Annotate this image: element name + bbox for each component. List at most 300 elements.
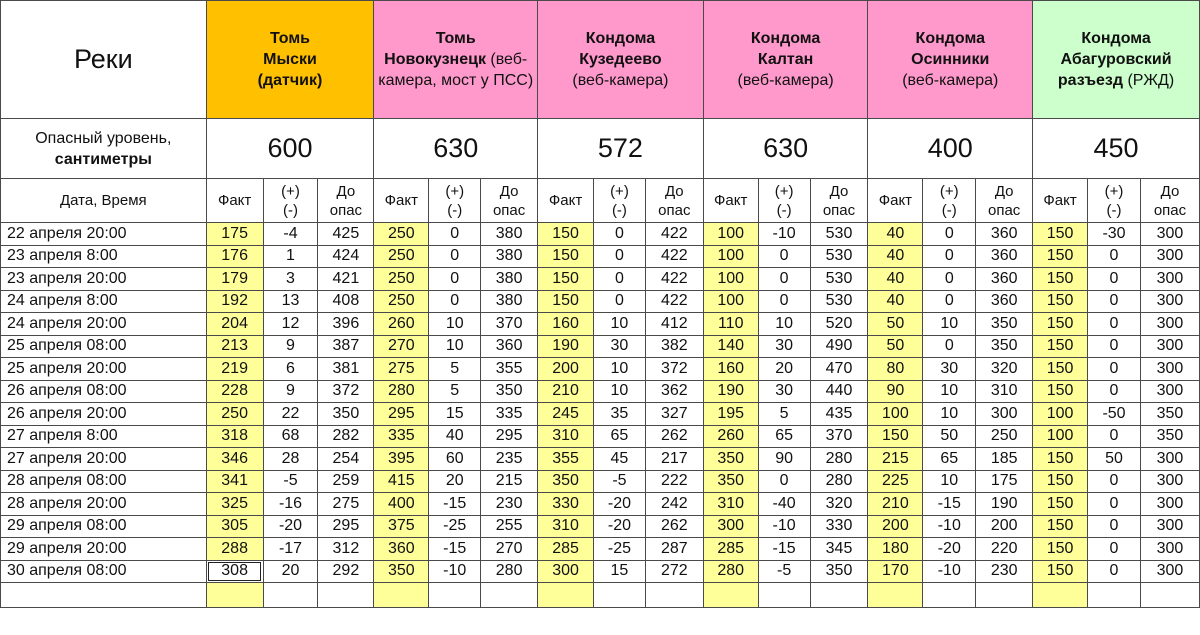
to-danger-cell[interactable]: 200 <box>976 515 1033 538</box>
change-cell[interactable]: -10 <box>758 223 810 246</box>
change-cell[interactable]: 50 <box>1088 448 1141 471</box>
change-cell[interactable]: 0 <box>1088 470 1141 493</box>
to-danger-cell[interactable]: 435 <box>810 403 868 426</box>
fact-cell[interactable]: 300 <box>703 515 758 538</box>
fact-cell[interactable]: 260 <box>374 313 429 336</box>
to-danger-cell[interactable]: 280 <box>810 470 868 493</box>
to-danger-cell[interactable]: 350 <box>976 313 1033 336</box>
change-cell[interactable]: 10 <box>923 403 976 426</box>
fact-cell[interactable]: 195 <box>703 403 758 426</box>
change-cell[interactable]: -15 <box>429 493 481 516</box>
fact-cell[interactable]: 250 <box>374 223 429 246</box>
change-cell[interactable]: 0 <box>758 245 810 268</box>
to-danger-cell[interactable]: 380 <box>481 245 538 268</box>
to-danger-cell[interactable] <box>1140 583 1199 608</box>
change-cell[interactable]: 9 <box>263 335 318 358</box>
fact-cell[interactable]: 110 <box>703 313 758 336</box>
date-cell[interactable]: 25 апреля 08:00 <box>1 335 207 358</box>
fact-cell[interactable]: 200 <box>538 358 594 381</box>
change-cell[interactable]: -15 <box>923 493 976 516</box>
change-cell[interactable]: 28 <box>263 448 318 471</box>
to-danger-cell[interactable]: 421 <box>318 268 374 291</box>
fact-cell[interactable] <box>206 583 263 608</box>
date-cell[interactable]: 22 апреля 20:00 <box>1 223 207 246</box>
fact-cell[interactable]: 150 <box>1033 290 1088 313</box>
fact-cell[interactable]: 318 <box>206 425 263 448</box>
fact-cell[interactable]: 341 <box>206 470 263 493</box>
fact-cell[interactable]: 415 <box>374 470 429 493</box>
change-cell[interactable]: 0 <box>1088 245 1141 268</box>
to-danger-cell[interactable]: 350 <box>318 403 374 426</box>
change-cell[interactable]: 68 <box>263 425 318 448</box>
fact-cell[interactable]: 100 <box>703 268 758 291</box>
to-danger-cell[interactable]: 300 <box>1140 470 1199 493</box>
change-cell[interactable]: 0 <box>923 268 976 291</box>
to-danger-cell[interactable]: 270 <box>481 538 538 561</box>
to-danger-cell[interactable]: 282 <box>318 425 374 448</box>
change-cell[interactable]: 0 <box>1088 290 1141 313</box>
to-danger-cell[interactable]: 220 <box>976 538 1033 561</box>
to-danger-cell[interactable]: 530 <box>810 245 868 268</box>
to-danger-cell[interactable]: 300 <box>1140 380 1199 403</box>
to-danger-cell[interactable]: 530 <box>810 268 868 291</box>
fact-cell[interactable]: 150 <box>1033 560 1088 583</box>
change-cell[interactable]: 10 <box>758 313 810 336</box>
change-cell[interactable]: 0 <box>1088 380 1141 403</box>
fact-cell[interactable]: 175 <box>206 223 263 246</box>
change-cell[interactable]: 0 <box>923 335 976 358</box>
to-danger-cell[interactable]: 185 <box>976 448 1033 471</box>
change-cell[interactable]: -20 <box>263 515 318 538</box>
change-cell[interactable] <box>429 583 481 608</box>
change-cell[interactable]: 30 <box>758 335 810 358</box>
change-cell[interactable]: 12 <box>263 313 318 336</box>
fact-cell[interactable]: 395 <box>374 448 429 471</box>
change-cell[interactable]: 30 <box>758 380 810 403</box>
change-cell[interactable]: 0 <box>1088 358 1141 381</box>
fact-cell[interactable] <box>538 583 594 608</box>
fact-cell[interactable]: 40 <box>868 268 923 291</box>
change-cell[interactable]: 10 <box>594 380 646 403</box>
change-cell[interactable]: -40 <box>758 493 810 516</box>
to-danger-cell[interactable]: 380 <box>481 223 538 246</box>
change-cell[interactable]: -16 <box>263 493 318 516</box>
to-danger-cell[interactable]: 422 <box>645 290 703 313</box>
fact-cell[interactable]: 50 <box>868 313 923 336</box>
change-cell[interactable]: 0 <box>1088 493 1141 516</box>
date-cell[interactable] <box>1 583 207 608</box>
fact-cell[interactable]: 160 <box>703 358 758 381</box>
fact-cell[interactable]: 295 <box>374 403 429 426</box>
change-cell[interactable]: 20 <box>263 560 318 583</box>
to-danger-cell[interactable]: 295 <box>318 515 374 538</box>
to-danger-cell[interactable]: 272 <box>645 560 703 583</box>
to-danger-cell[interactable]: 470 <box>810 358 868 381</box>
to-danger-cell[interactable]: 300 <box>1140 268 1199 291</box>
fact-cell[interactable]: 150 <box>538 290 594 313</box>
to-danger-cell[interactable]: 217 <box>645 448 703 471</box>
to-danger-cell[interactable]: 300 <box>1140 313 1199 336</box>
change-cell[interactable]: -5 <box>594 470 646 493</box>
to-danger-cell[interactable]: 230 <box>976 560 1033 583</box>
to-danger-cell[interactable]: 350 <box>976 335 1033 358</box>
change-cell[interactable]: 10 <box>923 380 976 403</box>
fact-cell[interactable]: 150 <box>1033 223 1088 246</box>
fact-cell[interactable]: 150 <box>1033 335 1088 358</box>
to-danger-cell[interactable]: 300 <box>1140 245 1199 268</box>
fact-cell[interactable]: 80 <box>868 358 923 381</box>
fact-cell[interactable] <box>374 583 429 608</box>
to-danger-cell[interactable]: 360 <box>976 268 1033 291</box>
fact-cell[interactable]: 288 <box>206 538 263 561</box>
to-danger-cell[interactable] <box>810 583 868 608</box>
fact-cell[interactable]: 150 <box>1033 493 1088 516</box>
fact-cell[interactable]: 190 <box>538 335 594 358</box>
change-cell[interactable]: 0 <box>923 245 976 268</box>
fact-cell[interactable]: 100 <box>703 290 758 313</box>
to-danger-cell[interactable]: 360 <box>976 290 1033 313</box>
fact-cell[interactable]: 310 <box>703 493 758 516</box>
to-danger-cell[interactable]: 312 <box>318 538 374 561</box>
change-cell[interactable]: 0 <box>1088 538 1141 561</box>
fact-cell[interactable]: 210 <box>868 493 923 516</box>
fact-cell[interactable]: 250 <box>374 290 429 313</box>
fact-cell[interactable]: 176 <box>206 245 263 268</box>
fact-cell[interactable]: 179 <box>206 268 263 291</box>
date-cell[interactable]: 28 апреля 08:00 <box>1 470 207 493</box>
fact-cell[interactable]: 150 <box>1033 245 1088 268</box>
to-danger-cell[interactable]: 530 <box>810 290 868 313</box>
to-danger-cell[interactable]: 330 <box>810 515 868 538</box>
fact-cell[interactable]: 285 <box>538 538 594 561</box>
to-danger-cell[interactable]: 396 <box>318 313 374 336</box>
fact-cell[interactable]: 325 <box>206 493 263 516</box>
fact-cell[interactable]: 219 <box>206 358 263 381</box>
change-cell[interactable]: 9 <box>263 380 318 403</box>
fact-cell[interactable]: 300 <box>538 560 594 583</box>
change-cell[interactable]: 10 <box>923 470 976 493</box>
change-cell[interactable]: 65 <box>594 425 646 448</box>
fact-cell[interactable]: 150 <box>1033 448 1088 471</box>
to-danger-cell[interactable]: 408 <box>318 290 374 313</box>
fact-cell[interactable]: 210 <box>538 380 594 403</box>
change-cell[interactable]: 0 <box>429 290 481 313</box>
change-cell[interactable] <box>1088 583 1141 608</box>
fact-cell[interactable]: 270 <box>374 335 429 358</box>
fact-cell[interactable]: 350 <box>703 470 758 493</box>
change-cell[interactable]: 5 <box>758 403 810 426</box>
change-cell[interactable]: 0 <box>594 268 646 291</box>
fact-cell[interactable]: 305 <box>206 515 263 538</box>
to-danger-cell[interactable]: 350 <box>810 560 868 583</box>
to-danger-cell[interactable]: 262 <box>645 425 703 448</box>
to-danger-cell[interactable]: 350 <box>1140 403 1199 426</box>
change-cell[interactable]: 6 <box>263 358 318 381</box>
change-cell[interactable]: 10 <box>429 335 481 358</box>
fact-cell[interactable]: 40 <box>868 290 923 313</box>
date-cell[interactable]: 27 апреля 20:00 <box>1 448 207 471</box>
change-cell[interactable]: 3 <box>263 268 318 291</box>
to-danger-cell[interactable]: 300 <box>1140 223 1199 246</box>
to-danger-cell[interactable]: 380 <box>481 290 538 313</box>
to-danger-cell[interactable]: 287 <box>645 538 703 561</box>
to-danger-cell[interactable]: 300 <box>1140 290 1199 313</box>
change-cell[interactable]: -50 <box>1088 403 1141 426</box>
fact-cell[interactable]: 375 <box>374 515 429 538</box>
change-cell[interactable]: -20 <box>594 493 646 516</box>
to-danger-cell[interactable]: 440 <box>810 380 868 403</box>
change-cell[interactable]: 0 <box>758 470 810 493</box>
change-cell[interactable]: 0 <box>429 268 481 291</box>
change-cell[interactable]: -15 <box>429 538 481 561</box>
change-cell[interactable]: 10 <box>923 313 976 336</box>
fact-cell[interactable] <box>1033 583 1088 608</box>
change-cell[interactable]: -15 <box>758 538 810 561</box>
fact-cell[interactable]: 400 <box>374 493 429 516</box>
change-cell[interactable]: -10 <box>758 515 810 538</box>
change-cell[interactable]: 10 <box>594 358 646 381</box>
to-danger-cell[interactable]: 335 <box>481 403 538 426</box>
date-cell[interactable]: 24 апреля 8:00 <box>1 290 207 313</box>
to-danger-cell[interactable]: 422 <box>645 245 703 268</box>
fact-cell[interactable]: 150 <box>538 268 594 291</box>
change-cell[interactable]: 0 <box>594 245 646 268</box>
to-danger-cell[interactable]: 262 <box>645 515 703 538</box>
fact-cell[interactable]: 213 <box>206 335 263 358</box>
change-cell[interactable] <box>594 583 646 608</box>
fact-cell[interactable]: 215 <box>868 448 923 471</box>
to-danger-cell[interactable]: 360 <box>481 335 538 358</box>
to-danger-cell[interactable]: 362 <box>645 380 703 403</box>
fact-cell[interactable]: 280 <box>374 380 429 403</box>
to-danger-cell[interactable]: 372 <box>318 380 374 403</box>
fact-cell[interactable]: 50 <box>868 335 923 358</box>
fact-cell[interactable] <box>703 583 758 608</box>
fact-cell[interactable]: 150 <box>1033 380 1088 403</box>
change-cell[interactable]: -10 <box>923 560 976 583</box>
change-cell[interactable]: -4 <box>263 223 318 246</box>
fact-cell[interactable]: 245 <box>538 403 594 426</box>
fact-cell[interactable]: 346 <box>206 448 263 471</box>
to-danger-cell[interactable]: 175 <box>976 470 1033 493</box>
to-danger-cell[interactable]: 300 <box>1140 358 1199 381</box>
date-cell[interactable]: 29 апреля 08:00 <box>1 515 207 538</box>
fact-cell[interactable]: 350 <box>374 560 429 583</box>
fact-cell[interactable]: 275 <box>374 358 429 381</box>
change-cell[interactable]: 50 <box>923 425 976 448</box>
to-danger-cell[interactable]: 360 <box>976 223 1033 246</box>
change-cell[interactable]: 10 <box>429 313 481 336</box>
to-danger-cell[interactable]: 300 <box>1140 560 1199 583</box>
change-cell[interactable]: -20 <box>594 515 646 538</box>
to-danger-cell[interactable]: 310 <box>976 380 1033 403</box>
change-cell[interactable]: -30 <box>1088 223 1141 246</box>
change-cell[interactable]: 0 <box>923 223 976 246</box>
date-cell[interactable]: 28 апреля 20:00 <box>1 493 207 516</box>
fact-cell[interactable]: 285 <box>703 538 758 561</box>
change-cell[interactable]: -17 <box>263 538 318 561</box>
fact-cell[interactable]: 100 <box>1033 425 1088 448</box>
change-cell[interactable]: -10 <box>429 560 481 583</box>
change-cell[interactable]: 90 <box>758 448 810 471</box>
date-cell[interactable]: 30 апреля 08:00 <box>1 560 207 583</box>
to-danger-cell[interactable]: 280 <box>481 560 538 583</box>
change-cell[interactable]: 65 <box>923 448 976 471</box>
to-danger-cell[interactable]: 350 <box>481 380 538 403</box>
change-cell[interactable]: 5 <box>429 358 481 381</box>
change-cell[interactable]: 0 <box>758 268 810 291</box>
to-danger-cell[interactable]: 327 <box>645 403 703 426</box>
fact-cell[interactable]: 100 <box>703 223 758 246</box>
to-danger-cell[interactable]: 380 <box>481 268 538 291</box>
fact-cell[interactable]: 150 <box>868 425 923 448</box>
fact-cell[interactable]: 140 <box>703 335 758 358</box>
to-danger-cell[interactable]: 222 <box>645 470 703 493</box>
fact-cell[interactable]: 150 <box>1033 515 1088 538</box>
change-cell[interactable]: 22 <box>263 403 318 426</box>
fact-cell[interactable]: 355 <box>538 448 594 471</box>
to-danger-cell[interactable]: 300 <box>1140 335 1199 358</box>
change-cell[interactable]: 0 <box>429 223 481 246</box>
change-cell[interactable]: 0 <box>1088 560 1141 583</box>
to-danger-cell[interactable]: 372 <box>645 358 703 381</box>
change-cell[interactable] <box>263 583 318 608</box>
change-cell[interactable]: 0 <box>594 290 646 313</box>
change-cell[interactable]: 65 <box>758 425 810 448</box>
to-danger-cell[interactable] <box>318 583 374 608</box>
change-cell[interactable]: 0 <box>594 223 646 246</box>
fact-cell[interactable]: 204 <box>206 313 263 336</box>
to-danger-cell[interactable]: 350 <box>1140 425 1199 448</box>
change-cell[interactable]: 1 <box>263 245 318 268</box>
to-danger-cell[interactable]: 300 <box>976 403 1033 426</box>
fact-cell[interactable]: 170 <box>868 560 923 583</box>
to-danger-cell[interactable]: 422 <box>645 223 703 246</box>
to-danger-cell[interactable]: 190 <box>976 493 1033 516</box>
fact-cell[interactable]: 150 <box>1033 313 1088 336</box>
to-danger-cell[interactable]: 387 <box>318 335 374 358</box>
fact-cell[interactable]: 200 <box>868 515 923 538</box>
to-danger-cell[interactable]: 300 <box>1140 448 1199 471</box>
fact-cell[interactable]: 228 <box>206 380 263 403</box>
date-cell[interactable]: 23 апреля 8:00 <box>1 245 207 268</box>
to-danger-cell[interactable]: 355 <box>481 358 538 381</box>
change-cell[interactable]: 0 <box>758 290 810 313</box>
date-cell[interactable]: 29 апреля 20:00 <box>1 538 207 561</box>
fact-cell[interactable]: 100 <box>1033 403 1088 426</box>
fact-cell[interactable] <box>868 583 923 608</box>
date-cell[interactable]: 27 апреля 8:00 <box>1 425 207 448</box>
to-danger-cell[interactable]: 215 <box>481 470 538 493</box>
fact-cell[interactable]: 260 <box>703 425 758 448</box>
fact-cell[interactable]: 350 <box>538 470 594 493</box>
to-danger-cell[interactable]: 292 <box>318 560 374 583</box>
change-cell[interactable]: 0 <box>1088 425 1141 448</box>
change-cell[interactable]: -5 <box>758 560 810 583</box>
fact-cell[interactable]: 250 <box>374 268 429 291</box>
change-cell[interactable]: -25 <box>594 538 646 561</box>
to-danger-cell[interactable]: 235 <box>481 448 538 471</box>
fact-cell[interactable]: 250 <box>206 403 263 426</box>
fact-cell[interactable]: 335 <box>374 425 429 448</box>
to-danger-cell[interactable]: 381 <box>318 358 374 381</box>
to-danger-cell[interactable] <box>976 583 1033 608</box>
to-danger-cell[interactable] <box>645 583 703 608</box>
fact-cell[interactable]: 150 <box>538 245 594 268</box>
fact-cell[interactable]: 250 <box>374 245 429 268</box>
fact-cell[interactable]: 310 <box>538 515 594 538</box>
fact-cell[interactable]: 150 <box>538 223 594 246</box>
fact-cell[interactable]: 150 <box>1033 538 1088 561</box>
change-cell[interactable]: 0 <box>1088 335 1141 358</box>
change-cell[interactable]: 0 <box>1088 313 1141 336</box>
change-cell[interactable]: 13 <box>263 290 318 313</box>
to-danger-cell[interactable]: 295 <box>481 425 538 448</box>
change-cell[interactable]: 0 <box>1088 268 1141 291</box>
change-cell[interactable]: 30 <box>923 358 976 381</box>
change-cell[interactable]: 45 <box>594 448 646 471</box>
to-danger-cell[interactable]: 530 <box>810 223 868 246</box>
to-danger-cell[interactable]: 280 <box>810 448 868 471</box>
change-cell[interactable] <box>923 583 976 608</box>
to-danger-cell[interactable]: 520 <box>810 313 868 336</box>
to-danger-cell[interactable]: 300 <box>1140 515 1199 538</box>
fact-cell[interactable]: 100 <box>868 403 923 426</box>
change-cell[interactable]: 60 <box>429 448 481 471</box>
fact-cell[interactable]: 180 <box>868 538 923 561</box>
to-danger-cell[interactable]: 242 <box>645 493 703 516</box>
fact-cell[interactable]: 225 <box>868 470 923 493</box>
to-danger-cell[interactable]: 275 <box>318 493 374 516</box>
change-cell[interactable]: 20 <box>758 358 810 381</box>
fact-cell[interactable]: 150 <box>1033 268 1088 291</box>
fact-cell[interactable]: 150 <box>1033 470 1088 493</box>
change-cell[interactable]: 0 <box>923 290 976 313</box>
to-danger-cell[interactable]: 320 <box>810 493 868 516</box>
to-danger-cell[interactable]: 382 <box>645 335 703 358</box>
date-cell[interactable]: 25 апреля 20:00 <box>1 358 207 381</box>
selected-fact-cell[interactable]: 308 <box>206 560 263 583</box>
change-cell[interactable]: -20 <box>923 538 976 561</box>
change-cell[interactable]: 10 <box>594 313 646 336</box>
change-cell[interactable]: -25 <box>429 515 481 538</box>
to-danger-cell[interactable]: 345 <box>810 538 868 561</box>
fact-cell[interactable]: 90 <box>868 380 923 403</box>
change-cell[interactable] <box>758 583 810 608</box>
to-danger-cell[interactable]: 422 <box>645 268 703 291</box>
change-cell[interactable]: 0 <box>1088 515 1141 538</box>
change-cell[interactable]: 30 <box>594 335 646 358</box>
fact-cell[interactable]: 280 <box>703 560 758 583</box>
change-cell[interactable]: 0 <box>429 245 481 268</box>
to-danger-cell[interactable] <box>481 583 538 608</box>
date-cell[interactable]: 26 апреля 20:00 <box>1 403 207 426</box>
fact-cell[interactable]: 360 <box>374 538 429 561</box>
change-cell[interactable]: -10 <box>923 515 976 538</box>
change-cell[interactable]: 35 <box>594 403 646 426</box>
to-danger-cell[interactable]: 370 <box>810 425 868 448</box>
fact-cell[interactable]: 160 <box>538 313 594 336</box>
date-cell[interactable]: 23 апреля 20:00 <box>1 268 207 291</box>
to-danger-cell[interactable]: 255 <box>481 515 538 538</box>
to-danger-cell[interactable]: 370 <box>481 313 538 336</box>
to-danger-cell[interactable]: 300 <box>1140 493 1199 516</box>
fact-cell[interactable]: 330 <box>538 493 594 516</box>
fact-cell[interactable]: 150 <box>1033 358 1088 381</box>
fact-cell[interactable]: 350 <box>703 448 758 471</box>
to-danger-cell[interactable]: 259 <box>318 470 374 493</box>
date-cell[interactable]: 24 апреля 20:00 <box>1 313 207 336</box>
